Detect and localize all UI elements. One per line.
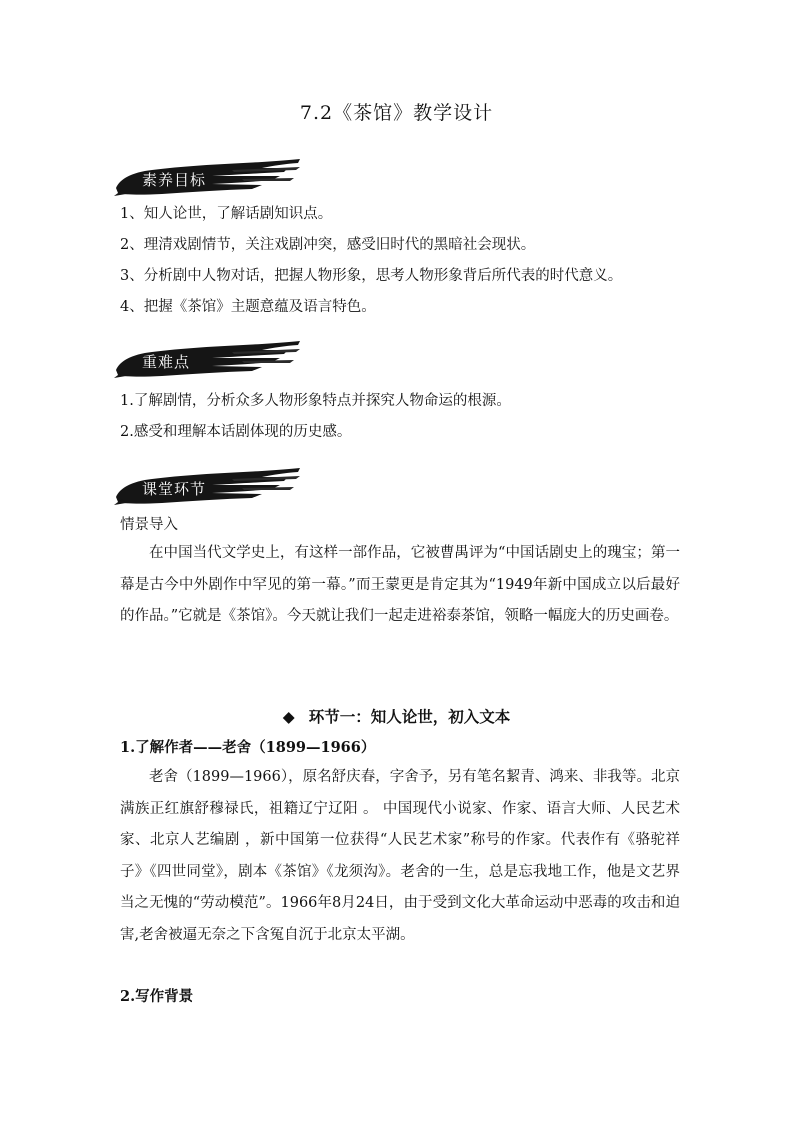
section-header-goals	[112, 158, 302, 196]
brush-stroke-icon	[112, 467, 302, 507]
section-label-key-points: 重难点	[142, 353, 191, 371]
background-subtitle: 2.写作背景	[120, 988, 194, 1005]
brush-stroke-icon	[112, 158, 302, 198]
goal-item-4: 4、把握《茶馆》主题意蕴及语言特色。	[120, 299, 376, 315]
goal-item-2: 2、理清戏剧情节，关注戏剧冲突，感受旧时代的黑暗社会现状。	[120, 237, 536, 253]
diamond-icon: ◆	[282, 707, 295, 726]
author-subtitle: 1.了解作者——老舍（1899—1966）	[120, 739, 376, 756]
goal-item-1: 1、知人论世，了解话剧知识点。	[120, 206, 333, 222]
page-title: 7.2《茶馆》教学设计	[299, 102, 494, 124]
key-point-item-2: 2.感受和理解本话剧体现的历史感。	[120, 424, 352, 440]
step-one-heading-text: 环节一：知人论世，初入文本	[308, 707, 511, 726]
brush-stroke-icon	[112, 340, 302, 380]
section-header-class-steps	[112, 467, 302, 505]
section-label-goals: 素养目标	[142, 171, 207, 189]
key-point-item-1: 1.了解剧情，分析众多人物形象特点并探究人物命运的根源。	[120, 393, 511, 409]
section-label-class-steps: 课堂环节	[142, 480, 207, 498]
section-header-key-points	[112, 340, 302, 378]
goal-item-3: 3、分析剧中人物对话，把握人物形象，思考人物形象背后所代表的时代意义。	[120, 268, 623, 284]
intro-title: 情景导入	[120, 517, 178, 533]
intro-paragraph: 在中国当代文学史上，有这样一部作品，它被曹禺评为“中国话剧史上的瑰宝；第一幕是古今中外剧作中罕见的第一幕。”而王蒙更是肯定其为“1949年新中国成立以后最好的作品。”它就是《茶馆》。今天就让我们一起走进裕泰茶馆，领略一幅庞大的历史画卷。	[120, 545, 680, 624]
step-one-heading	[0, 705, 793, 727]
author-paragraph: 老舍（1899—1966），原名舒庆春，字舍予，另有笔名絜青、鸿来、非我等。北京满族正红旗舒穆禄氏，祖籍辽宁辽阳 。 中国现代小说家、作家、语言大师、人民艺术家、北京人艺编剧 ，新中国第一位获得“人民艺术家”称号的作家。代表作有《骆驼祥子》《四世同堂》，剧本《茶馆》《龙须沟》。老舍的一生，总是忘我地工作，他是文艺界当之无愧的“劳动模范”。1966年8月24日，由于受到文化大革命运动中恶毒的攻击和迫害,老舍被逼无奈之下含冤自沉于北京太平湖。	[120, 769, 680, 943]
